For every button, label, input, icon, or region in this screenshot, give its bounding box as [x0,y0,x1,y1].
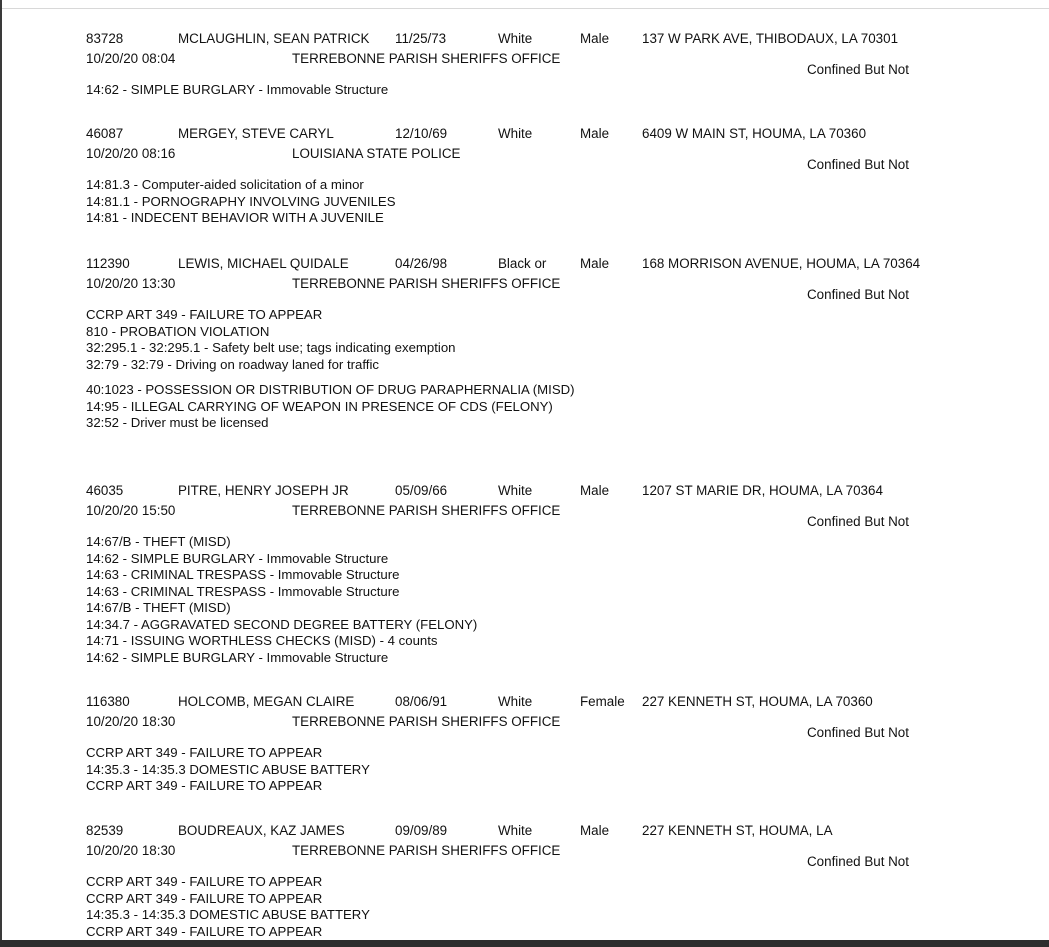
inmate-name: MCLAUGHLIN, SEAN PATRICK [178,31,370,46]
address: 1207 ST MARIE DR, HOUMA, LA 70364 [642,483,883,498]
booking-number: 46087 [86,126,124,141]
charge-line: 14:71 - ISSUING WORTHLESS CHECKS (MISD) - 4 counts [86,633,438,648]
sex: Female [580,694,625,709]
charges-list [86,307,575,432]
custody-status: Confined But Not [807,725,909,740]
arresting-agency: LOUISIANA STATE POLICE [292,146,461,161]
custody-status: Confined But Not [807,514,909,529]
inmate-name: PITRE, HENRY JOSEPH JR [178,483,349,498]
charge-line: CCRP ART 349 - FAILURE TO APPEAR [86,874,323,889]
race: White [498,31,533,46]
charge-line: 14:63 - CRIMINAL TRESPASS - Immovable Structure [86,583,400,599]
charge-line: 14:35.3 - 14:35.3 DOMESTIC ABUSE BATTERY [86,907,370,922]
charge-line: 14:81.1 - PORNOGRAPHY INVOLVING JUVENILES [86,193,396,209]
charges-list [86,745,370,795]
charge-line: 14:81 - INDECENT BEHAVIOR WITH A JUVENILE [86,210,384,225]
charge-line: CCRP ART 349 - FAILURE TO APPEAR [86,778,323,793]
sex: Male [580,823,610,838]
page-left-border [0,0,2,940]
custody-status: Confined But Not [807,287,909,302]
race: White [498,694,533,709]
charge-line: 14:35.3 - 14:35.3 DOMESTIC ABUSE BATTERY [86,761,370,777]
arresting-agency: TERREBONNE PARISH SHERIFFS OFFICE [292,51,561,66]
sex: Male [580,126,610,141]
charge-line: 14:34.7 - AGGRAVATED SECOND DEGREE BATTERY (FELONY) [86,616,478,632]
booking-datetime: 10/20/20 13:30 [86,276,176,291]
charges-list [86,874,370,940]
charge-line: 32:79 - 32:79 - Driving on roadway laned for traffic [86,356,379,372]
date-of-birth: 12/10/69 [395,126,448,141]
inmate-name: BOUDREAUX, KAZ JAMES [178,823,345,838]
race: White [498,823,533,838]
viewer-bottom-bar [0,940,1049,947]
custody-status: Confined But Not [807,854,909,869]
booking-datetime: 10/20/20 08:04 [86,51,176,66]
booking-number: 82539 [86,823,124,838]
date-of-birth: 09/09/89 [395,823,448,838]
charge-line: 14:95 - ILLEGAL CARRYING OF WEAPON IN PRESENCE OF CDS (FELONY) [86,398,553,414]
sex: Male [580,256,610,271]
booking-number: 46035 [86,483,124,498]
charge-line: 32:295.1 - 32:295.1 - Safety belt use; tags indicating exemption [86,340,456,355]
arresting-agency: TERREBONNE PARISH SHERIFFS OFFICE [292,714,561,729]
date-of-birth: 11/25/73 [395,31,447,46]
arresting-agency: TERREBONNE PARISH SHERIFFS OFFICE [292,843,561,858]
charge-line: 32:52 - Driver must be licensed [86,415,269,430]
charge-line: 14:62 - SIMPLE BURGLARY - Immovable Structure [86,82,389,97]
race: Black or [498,256,547,271]
inmate-name: HOLCOMB, MEGAN CLAIRE [178,694,355,709]
charge-line: 14:62 - SIMPLE BURGLARY - Immovable Structure [86,649,389,665]
booking-datetime: 10/20/20 18:30 [86,843,176,858]
charge-line: 810 - PROBATION VIOLATION [86,323,270,339]
charges-list [86,534,477,666]
race: White [498,126,533,141]
inmate-name: LEWIS, MICHAEL QUIDALE [178,256,349,271]
address: 227 KENNETH ST, HOUMA, LA 70360 [642,694,873,709]
charge-line: CCRP ART 349 - FAILURE TO APPEAR [86,890,323,906]
charge-line: CCRP ART 349 - FAILURE TO APPEAR [86,307,323,322]
address: 168 MORRISON AVENUE, HOUMA, LA 70364 [642,256,921,271]
booking-number: 116380 [86,694,130,709]
inmate-name: MERGEY, STEVE CARYL [178,126,334,141]
charge-line: CCRP ART 349 - FAILURE TO APPEAR [86,745,323,760]
sex: Male [580,483,610,498]
address: 137 W PARK AVE, THIBODAUX, LA 70301 [642,31,899,46]
page-top-edge [0,0,1049,9]
charge-line: 14:62 - SIMPLE BURGLARY - Immovable Structure [86,550,389,566]
address: 6409 W MAIN ST, HOUMA, LA 70360 [642,126,867,141]
arresting-agency: TERREBONNE PARISH SHERIFFS OFFICE [292,503,561,518]
custody-status: Confined But Not [807,157,909,172]
date-of-birth: 04/26/98 [395,256,448,271]
date-of-birth: 08/06/91 [395,694,448,709]
charge-line: 14:67/B - THEFT (MISD) [86,600,231,615]
booking-number: 112390 [86,256,130,271]
booking-number: 83728 [86,31,124,46]
arresting-agency: TERREBONNE PARISH SHERIFFS OFFICE [292,276,561,291]
charges-list [86,82,388,99]
charge-line: 40:1023 - POSSESSION OR DISTRIBUTION OF DRUG PARAPHERNALIA (MISD) [86,382,575,397]
custody-status: Confined But Not [807,62,909,77]
booking-datetime: 10/20/20 18:30 [86,714,176,729]
address: 227 KENNETH ST, HOUMA, LA [642,823,833,838]
charge-line: 14:67/B - THEFT (MISD) [86,534,231,549]
charge-line: 14:63 - CRIMINAL TRESPASS - Immovable Structure [86,567,400,582]
date-of-birth: 05/09/66 [395,483,448,498]
charge-line: 14:81.3 - Computer-aided solicitation of a minor [86,177,364,192]
booking-datetime: 10/20/20 15:50 [86,503,176,518]
charges-list [86,177,396,227]
race: White [498,483,533,498]
booking-datetime: 10/20/20 08:16 [86,146,176,161]
sex: Male [580,31,610,46]
charge-line: CCRP ART 349 - FAILURE TO APPEAR [86,923,323,939]
